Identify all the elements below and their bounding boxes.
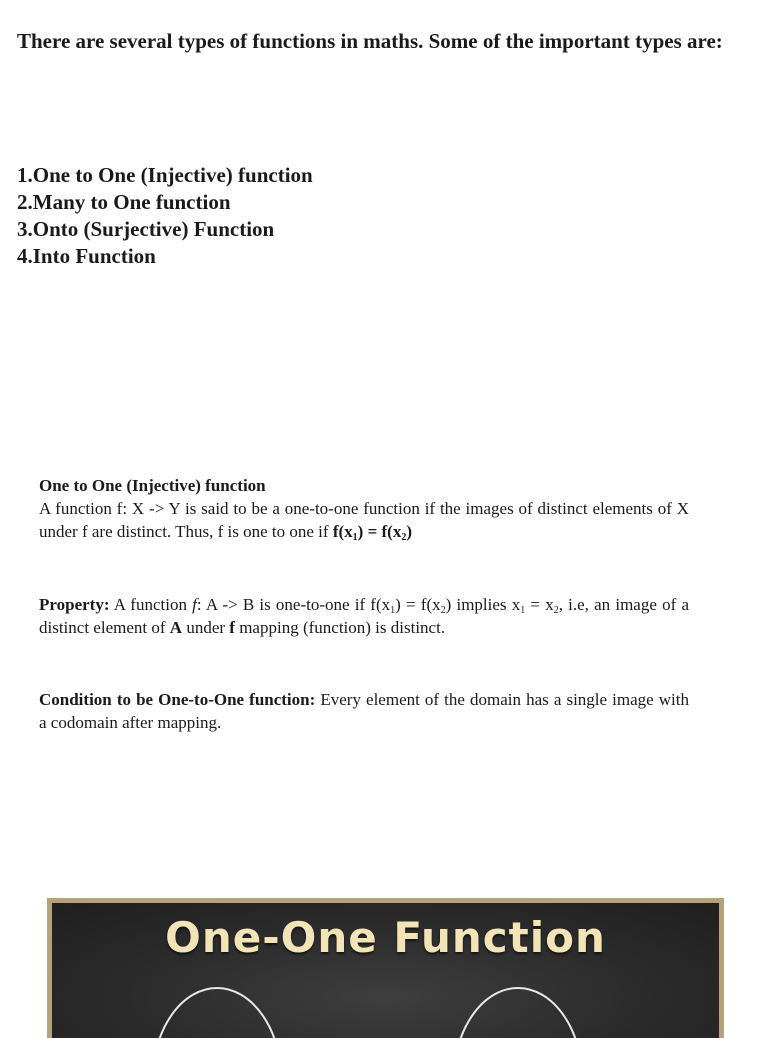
list-item: 1.One to One (Injective) function — [17, 163, 313, 187]
chalkboard-figure — [47, 898, 724, 1038]
injective-heading: One to One (Injective) function — [39, 476, 266, 495]
board-title: One-One Function — [165, 913, 606, 962]
injective-definition — [39, 497, 689, 543]
list-item: 2.Many to One function — [17, 190, 231, 214]
list-item: 4.Into Function — [17, 244, 156, 268]
definition-text: A function f: X -> Y is said to be a one-to-one function if the images of distinct elements of X under f are distinct. Thus, f is one to one if — [39, 499, 689, 541]
codomain-set-outline — [453, 988, 583, 1038]
condition-paragraph: Condition to be One-to-One function: Every element of the domain has a single image with a codomain after mapping. — [39, 690, 689, 732]
property-label: Property: — [39, 595, 110, 614]
condition-label: Condition to be One-to-One function: — [39, 690, 316, 709]
mapping-diagram — [52, 903, 719, 1038]
domain-set-outline — [152, 988, 282, 1038]
definition-formula: $f(x_1) = f(x_2)$ — [332, 522, 412, 543]
list-item: 3.Onto (Surjective) Function — [17, 217, 275, 241]
function-types-list — [17, 162, 313, 270]
property-paragraph: Property: A function f: A -> B is one-to-one if $f(x_1) = f(x_2)$ implies $x_1 = x_2$, i.e, an image of a distinct element of A under f mapping (function) is distinct. — [39, 595, 689, 637]
intro-paragraph: There are several types of functions in maths. Some of the important types are: — [17, 29, 723, 53]
